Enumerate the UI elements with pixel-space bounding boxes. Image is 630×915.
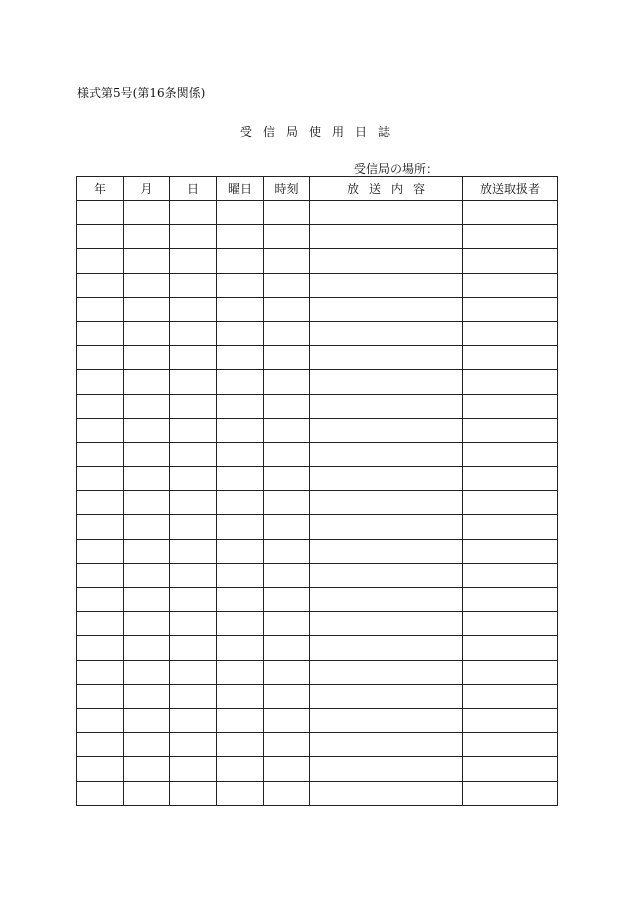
table-cell[interactable] <box>463 539 558 563</box>
table-cell[interactable] <box>217 612 264 636</box>
table-cell[interactable] <box>264 684 310 708</box>
table-cell[interactable] <box>124 394 170 418</box>
table-cell[interactable] <box>463 563 558 587</box>
table-cell[interactable] <box>124 563 170 587</box>
table-cell[interactable] <box>264 781 310 805</box>
table-cell[interactable] <box>124 539 170 563</box>
location-field <box>354 160 556 177</box>
table-cell[interactable] <box>124 346 170 370</box>
table-cell[interactable] <box>170 781 217 805</box>
header-broadcast-handler: 放送取扱者 <box>463 177 558 201</box>
table-cell[interactable] <box>77 418 124 442</box>
table-cell[interactable] <box>217 418 264 442</box>
table-cell[interactable] <box>77 394 124 418</box>
table-cell[interactable] <box>77 346 124 370</box>
location-label: 受信局の場所： <box>353 162 438 176</box>
table-row <box>77 467 558 491</box>
table-cell[interactable] <box>170 660 217 684</box>
table-cell[interactable] <box>310 491 463 515</box>
table-cell[interactable] <box>310 249 463 273</box>
table-cell[interactable] <box>463 370 558 394</box>
table-row <box>77 249 558 273</box>
header-month: 月 <box>124 177 170 201</box>
table-row <box>77 201 558 225</box>
table-cell[interactable] <box>264 588 310 612</box>
table-cell[interactable] <box>217 684 264 708</box>
table-cell[interactable] <box>170 612 217 636</box>
table-cell[interactable] <box>170 708 217 732</box>
table-cell[interactable] <box>124 321 170 345</box>
table-cell[interactable] <box>77 757 124 781</box>
table-cell[interactable] <box>124 249 170 273</box>
table-cell[interactable] <box>217 249 264 273</box>
table-cell[interactable] <box>264 273 310 297</box>
table-cell[interactable] <box>77 781 124 805</box>
table-cell[interactable] <box>124 588 170 612</box>
table-cell[interactable] <box>264 563 310 587</box>
table-cell[interactable] <box>463 321 558 345</box>
table-cell[interactable] <box>170 201 217 225</box>
table-cell[interactable] <box>77 370 124 394</box>
table-cell[interactable] <box>463 394 558 418</box>
table-cell[interactable] <box>170 346 217 370</box>
table-cell[interactable] <box>217 442 264 466</box>
usage-log-table <box>76 176 558 806</box>
table-cell[interactable] <box>170 588 217 612</box>
table-cell[interactable] <box>264 297 310 321</box>
table-cell[interactable] <box>463 346 558 370</box>
table-cell[interactable] <box>217 273 264 297</box>
table-cell[interactable] <box>170 370 217 394</box>
table-cell[interactable] <box>217 467 264 491</box>
header-broadcast-content-text: 放送内容 <box>346 182 435 196</box>
table-cell[interactable] <box>310 467 463 491</box>
table-cell[interactable] <box>77 442 124 466</box>
table-cell[interactable] <box>264 467 310 491</box>
table-cell[interactable] <box>310 563 463 587</box>
form-number-label: 様式第5号(第16条関係) <box>77 86 206 100</box>
table-row <box>77 515 558 539</box>
table-cell[interactable] <box>217 225 264 249</box>
table-cell[interactable] <box>217 539 264 563</box>
table-cell[interactable] <box>463 418 558 442</box>
table-cell[interactable] <box>124 636 170 660</box>
table-cell[interactable] <box>217 757 264 781</box>
table-cell[interactable] <box>77 612 124 636</box>
table-cell[interactable] <box>264 370 310 394</box>
header-broadcast-content <box>310 177 463 201</box>
table-cell[interactable] <box>463 515 558 539</box>
table-cell[interactable] <box>170 467 217 491</box>
table-cell[interactable] <box>124 370 170 394</box>
table-cell[interactable] <box>264 321 310 345</box>
document-title-text: 受信局使用日誌 <box>239 125 401 139</box>
table-cell[interactable] <box>310 539 463 563</box>
table-cell[interactable] <box>310 321 463 345</box>
table-cell[interactable] <box>170 442 217 466</box>
table-cell[interactable] <box>124 418 170 442</box>
table-cell[interactable] <box>264 636 310 660</box>
table-cell[interactable] <box>310 757 463 781</box>
table-cell[interactable] <box>217 515 264 539</box>
table-body <box>77 201 558 806</box>
table-cell[interactable] <box>310 273 463 297</box>
table-cell[interactable] <box>463 491 558 515</box>
table-row <box>77 708 558 732</box>
table-cell[interactable] <box>264 612 310 636</box>
table-cell[interactable] <box>77 636 124 660</box>
table-cell[interactable] <box>310 708 463 732</box>
table-cell[interactable] <box>77 733 124 757</box>
table-cell[interactable] <box>463 467 558 491</box>
table-cell[interactable] <box>170 321 217 345</box>
table-row <box>77 563 558 587</box>
table-row <box>77 636 558 660</box>
table-cell[interactable] <box>264 249 310 273</box>
table-cell[interactable] <box>124 612 170 636</box>
table-cell[interactable] <box>217 733 264 757</box>
table-cell[interactable] <box>124 515 170 539</box>
table-cell[interactable] <box>77 225 124 249</box>
table-cell[interactable] <box>170 539 217 563</box>
table-cell[interactable] <box>310 297 463 321</box>
table-cell[interactable] <box>310 370 463 394</box>
table-row <box>77 225 558 249</box>
table-header-row <box>77 177 558 201</box>
table-cell[interactable] <box>124 684 170 708</box>
table-cell[interactable] <box>77 321 124 345</box>
table-cell[interactable] <box>124 660 170 684</box>
table-cell[interactable] <box>264 225 310 249</box>
table-cell[interactable] <box>310 588 463 612</box>
table-row <box>77 346 558 370</box>
table-cell[interactable] <box>463 442 558 466</box>
table-cell[interactable] <box>170 418 217 442</box>
table-row <box>77 781 558 805</box>
table-cell[interactable] <box>170 273 217 297</box>
table-row <box>77 321 558 345</box>
table-cell[interactable] <box>310 418 463 442</box>
table-cell[interactable] <box>310 394 463 418</box>
table-cell[interactable] <box>264 539 310 563</box>
table-row <box>77 733 558 757</box>
table-cell[interactable] <box>170 297 217 321</box>
header-time: 時刻 <box>264 177 310 201</box>
table-row <box>77 273 558 297</box>
table-cell[interactable] <box>77 491 124 515</box>
table-cell[interactable] <box>77 515 124 539</box>
table-cell[interactable] <box>264 708 310 732</box>
table-cell[interactable] <box>77 201 124 225</box>
table-cell[interactable] <box>170 491 217 515</box>
table-cell[interactable] <box>170 515 217 539</box>
header-weekday: 曜日 <box>217 177 264 201</box>
table-cell[interactable] <box>264 733 310 757</box>
table-cell[interactable] <box>124 733 170 757</box>
table-cell[interactable] <box>217 321 264 345</box>
table-cell[interactable] <box>310 781 463 805</box>
table-cell[interactable] <box>310 684 463 708</box>
header-day: 日 <box>170 177 217 201</box>
table-cell[interactable] <box>310 225 463 249</box>
table-cell[interactable] <box>264 660 310 684</box>
table-cell[interactable] <box>217 563 264 587</box>
table-cell[interactable] <box>463 733 558 757</box>
table-cell[interactable] <box>310 612 463 636</box>
table-row <box>77 588 558 612</box>
table-cell[interactable] <box>217 370 264 394</box>
table-cell[interactable] <box>463 708 558 732</box>
table-cell[interactable] <box>170 563 217 587</box>
table-row <box>77 442 558 466</box>
table-cell[interactable] <box>463 757 558 781</box>
table-cell[interactable] <box>170 636 217 660</box>
table-cell[interactable] <box>170 249 217 273</box>
table-row <box>77 418 558 442</box>
table-cell[interactable] <box>463 781 558 805</box>
table-cell[interactable] <box>77 467 124 491</box>
table-cell[interactable] <box>264 757 310 781</box>
table-row <box>77 491 558 515</box>
table-cell[interactable] <box>310 660 463 684</box>
table-cell[interactable] <box>77 660 124 684</box>
table-cell[interactable] <box>310 201 463 225</box>
table-cell[interactable] <box>217 394 264 418</box>
table-cell[interactable] <box>310 636 463 660</box>
table-cell[interactable] <box>310 442 463 466</box>
table-cell[interactable] <box>264 515 310 539</box>
table-cell[interactable] <box>463 612 558 636</box>
table-cell[interactable] <box>170 733 217 757</box>
table-cell[interactable] <box>264 346 310 370</box>
table-cell[interactable] <box>124 225 170 249</box>
table-cell[interactable] <box>264 491 310 515</box>
table-cell[interactable] <box>310 346 463 370</box>
table-row <box>77 370 558 394</box>
table-cell[interactable] <box>77 539 124 563</box>
table-cell[interactable] <box>77 563 124 587</box>
table-cell[interactable] <box>264 201 310 225</box>
table-cell[interactable] <box>77 684 124 708</box>
table-cell[interactable] <box>264 442 310 466</box>
table-cell[interactable] <box>77 273 124 297</box>
table-cell[interactable] <box>217 201 264 225</box>
table-cell[interactable] <box>310 515 463 539</box>
table-cell[interactable] <box>463 660 558 684</box>
table-cell[interactable] <box>170 394 217 418</box>
table-cell[interactable] <box>77 249 124 273</box>
table-cell[interactable] <box>124 442 170 466</box>
table-cell[interactable] <box>463 684 558 708</box>
table-cell[interactable] <box>124 781 170 805</box>
table-row <box>77 297 558 321</box>
table-cell[interactable] <box>310 733 463 757</box>
table-cell[interactable] <box>124 273 170 297</box>
table-row <box>77 394 558 418</box>
table-cell[interactable] <box>170 684 217 708</box>
table-cell[interactable] <box>217 781 264 805</box>
table-cell[interactable] <box>217 346 264 370</box>
table-cell[interactable] <box>77 708 124 732</box>
table-cell[interactable] <box>463 273 558 297</box>
document-title <box>0 123 630 140</box>
table-cell[interactable] <box>217 660 264 684</box>
table-cell[interactable] <box>264 394 310 418</box>
table-cell[interactable] <box>124 491 170 515</box>
table-cell[interactable] <box>170 757 217 781</box>
table-cell[interactable] <box>463 249 558 273</box>
header-year: 年 <box>77 177 124 201</box>
table-cell[interactable] <box>217 588 264 612</box>
table-cell[interactable] <box>217 491 264 515</box>
table-cell[interactable] <box>77 588 124 612</box>
table-cell[interactable] <box>463 297 558 321</box>
table-cell[interactable] <box>217 636 264 660</box>
table-cell[interactable] <box>463 201 558 225</box>
table-cell[interactable] <box>463 588 558 612</box>
table-row <box>77 539 558 563</box>
table-cell[interactable] <box>77 297 124 321</box>
table-cell[interactable] <box>264 418 310 442</box>
table-row <box>77 660 558 684</box>
table-cell[interactable] <box>217 708 264 732</box>
table-cell[interactable] <box>124 467 170 491</box>
table-cell[interactable] <box>124 201 170 225</box>
table-cell[interactable] <box>170 225 217 249</box>
table-cell[interactable] <box>463 636 558 660</box>
table-row <box>77 757 558 781</box>
table-row <box>77 612 558 636</box>
table-cell[interactable] <box>217 297 264 321</box>
table-cell[interactable] <box>124 708 170 732</box>
table-row <box>77 684 558 708</box>
table-cell[interactable] <box>124 297 170 321</box>
table-cell[interactable] <box>124 757 170 781</box>
table-cell[interactable] <box>463 225 558 249</box>
